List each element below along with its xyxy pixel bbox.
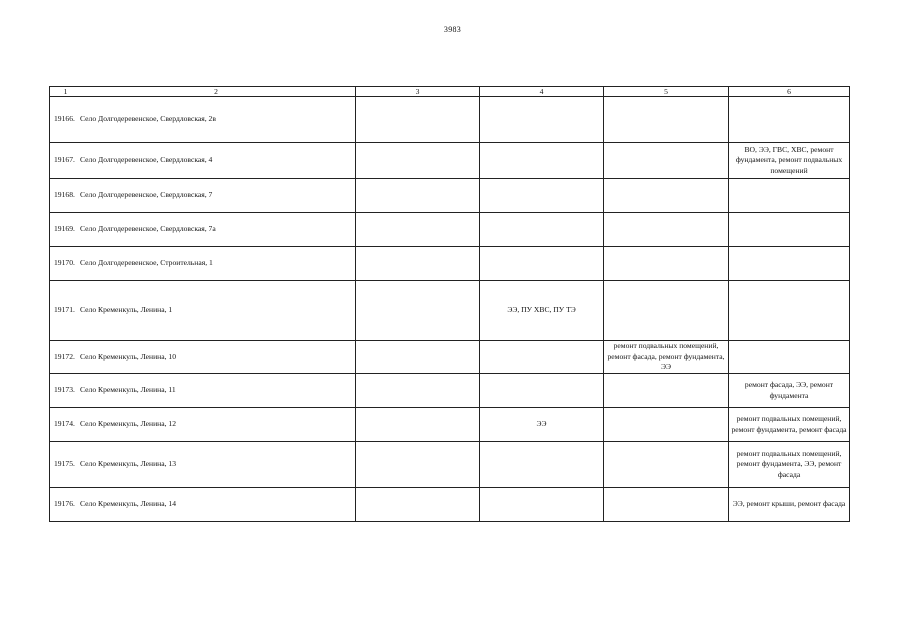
page-number: 3983 — [443, 25, 462, 34]
row-id: 19171. — [54, 305, 75, 315]
address-cell — [50, 247, 356, 281]
cell-col-3 — [356, 143, 480, 179]
cell-col-5 — [604, 408, 729, 442]
row-id: 19167. — [54, 155, 75, 165]
cell-col-4 — [480, 442, 604, 488]
header-cell-col12 — [50, 87, 356, 97]
cell-col-5 — [604, 281, 729, 341]
cell-col-4 — [480, 179, 604, 213]
header-col-2: 2 — [214, 87, 218, 96]
row-address: Село Кременкуль, Ленина, 14 — [80, 499, 177, 509]
row-address: Село Долгодеревенское, Строительная, 1 — [80, 258, 213, 268]
cell-col-6: ВО, ЭЭ, ГВС, ХВС, ремонт фундамента, ремонт подвальных помещений — [729, 143, 850, 179]
table-row — [50, 374, 850, 408]
cell-col-4 — [480, 488, 604, 522]
header-col-4: 4 — [480, 87, 604, 97]
address-cell — [50, 341, 356, 374]
row-address: Село Кременкуль, Ленина, 12 — [80, 419, 177, 429]
cell-col-4 — [480, 213, 604, 247]
cell-col-3 — [356, 281, 480, 341]
cell-col-6 — [729, 281, 850, 341]
cell-col-5 — [604, 213, 729, 247]
cell-col-4: ЭЭ, ПУ ХВС, ПУ ТЭ — [480, 281, 604, 341]
cell-col-4 — [480, 374, 604, 408]
address-cell — [50, 374, 356, 408]
row-id: 19176. — [54, 499, 75, 509]
table-row — [50, 341, 850, 374]
address-cell — [50, 97, 356, 143]
header-row — [50, 87, 850, 97]
row-address: Село Кременкуль, Ленина, 1 — [80, 305, 173, 315]
address-cell — [50, 408, 356, 442]
header-col-6: 6 — [729, 87, 850, 97]
address-cell — [50, 488, 356, 522]
row-address: Село Кременкуль, Ленина, 11 — [80, 385, 176, 395]
cell-col-3 — [356, 213, 480, 247]
table-row — [50, 442, 850, 488]
row-id: 19175. — [54, 459, 75, 469]
row-address: Село Долгодеревенское, Свердловская, 7 — [80, 190, 213, 200]
cell-col-5 — [604, 143, 729, 179]
cell-col-3 — [356, 179, 480, 213]
row-address: Село Кременкуль, Ленина, 10 — [80, 351, 177, 361]
cell-col-5 — [604, 442, 729, 488]
row-id: 19169. — [54, 224, 75, 234]
header-col-1: 1 — [63, 87, 68, 96]
cell-col-6 — [729, 97, 850, 143]
table-row — [50, 179, 850, 213]
header-col-5: 5 — [604, 87, 729, 97]
cell-col-3 — [356, 97, 480, 143]
cell-col-5 — [604, 247, 729, 281]
cell-col-4 — [480, 247, 604, 281]
cell-col-4 — [480, 97, 604, 143]
row-id: 19174. — [54, 419, 75, 429]
address-cell — [50, 281, 356, 341]
row-address: Село Долгодеревенское, Свердловская, 7а — [80, 224, 216, 234]
header-col-3: 3 — [356, 87, 480, 97]
cell-col-6: ремонт фасада, ЭЭ, ремонт фундамента — [729, 374, 850, 408]
cell-col-5 — [604, 488, 729, 522]
address-cell — [50, 442, 356, 488]
cell-col-6 — [729, 247, 850, 281]
cell-col-3 — [356, 488, 480, 522]
cell-col-6 — [729, 341, 850, 374]
cell-col-6 — [729, 179, 850, 213]
cell-col-3 — [356, 442, 480, 488]
row-id: 19170. — [54, 258, 75, 268]
cell-col-3 — [356, 341, 480, 374]
cell-col-6: ЭЭ, ремонт крыши, ремонт фасада — [729, 488, 850, 522]
data-table — [49, 86, 850, 522]
address-cell — [50, 213, 356, 247]
cell-col-4 — [480, 341, 604, 374]
cell-col-5 — [604, 179, 729, 213]
cell-col-4: ЭЭ — [480, 408, 604, 442]
cell-col-3 — [356, 374, 480, 408]
table-row — [50, 143, 850, 179]
cell-col-3 — [356, 247, 480, 281]
row-id: 19166. — [54, 114, 75, 124]
cell-col-5 — [604, 374, 729, 408]
row-address: Село Долгодеревенское, Свердловская, 2в — [80, 114, 216, 124]
table-row — [50, 281, 850, 341]
cell-col-4 — [480, 143, 604, 179]
address-cell — [50, 179, 356, 213]
cell-col-6 — [729, 213, 850, 247]
table-row — [50, 408, 850, 442]
address-cell — [50, 143, 356, 179]
row-id: 19173. — [54, 385, 75, 395]
cell-col-6: ремонт подвальных помещений, ремонт фундамента, ремонт фасада — [729, 408, 850, 442]
cell-col-5 — [604, 97, 729, 143]
row-id: 19172. — [54, 351, 75, 361]
table-row — [50, 247, 850, 281]
table-row — [50, 213, 850, 247]
cell-col-6: ремонт подвальных помещений, ремонт фундамента, ЭЭ, ремонт фасада — [729, 442, 850, 488]
row-address: Село Долгодеревенское, Свердловская, 4 — [80, 155, 213, 165]
cell-col-3 — [356, 408, 480, 442]
table-row — [50, 488, 850, 522]
table-row — [50, 97, 850, 143]
row-id: 19168. — [54, 190, 75, 200]
cell-col-5: ремонт подвальных помещений, ремонт фасада, ремонт фундамента, ЭЭ — [604, 341, 729, 374]
row-address: Село Кременкуль, Ленина, 13 — [80, 459, 177, 469]
